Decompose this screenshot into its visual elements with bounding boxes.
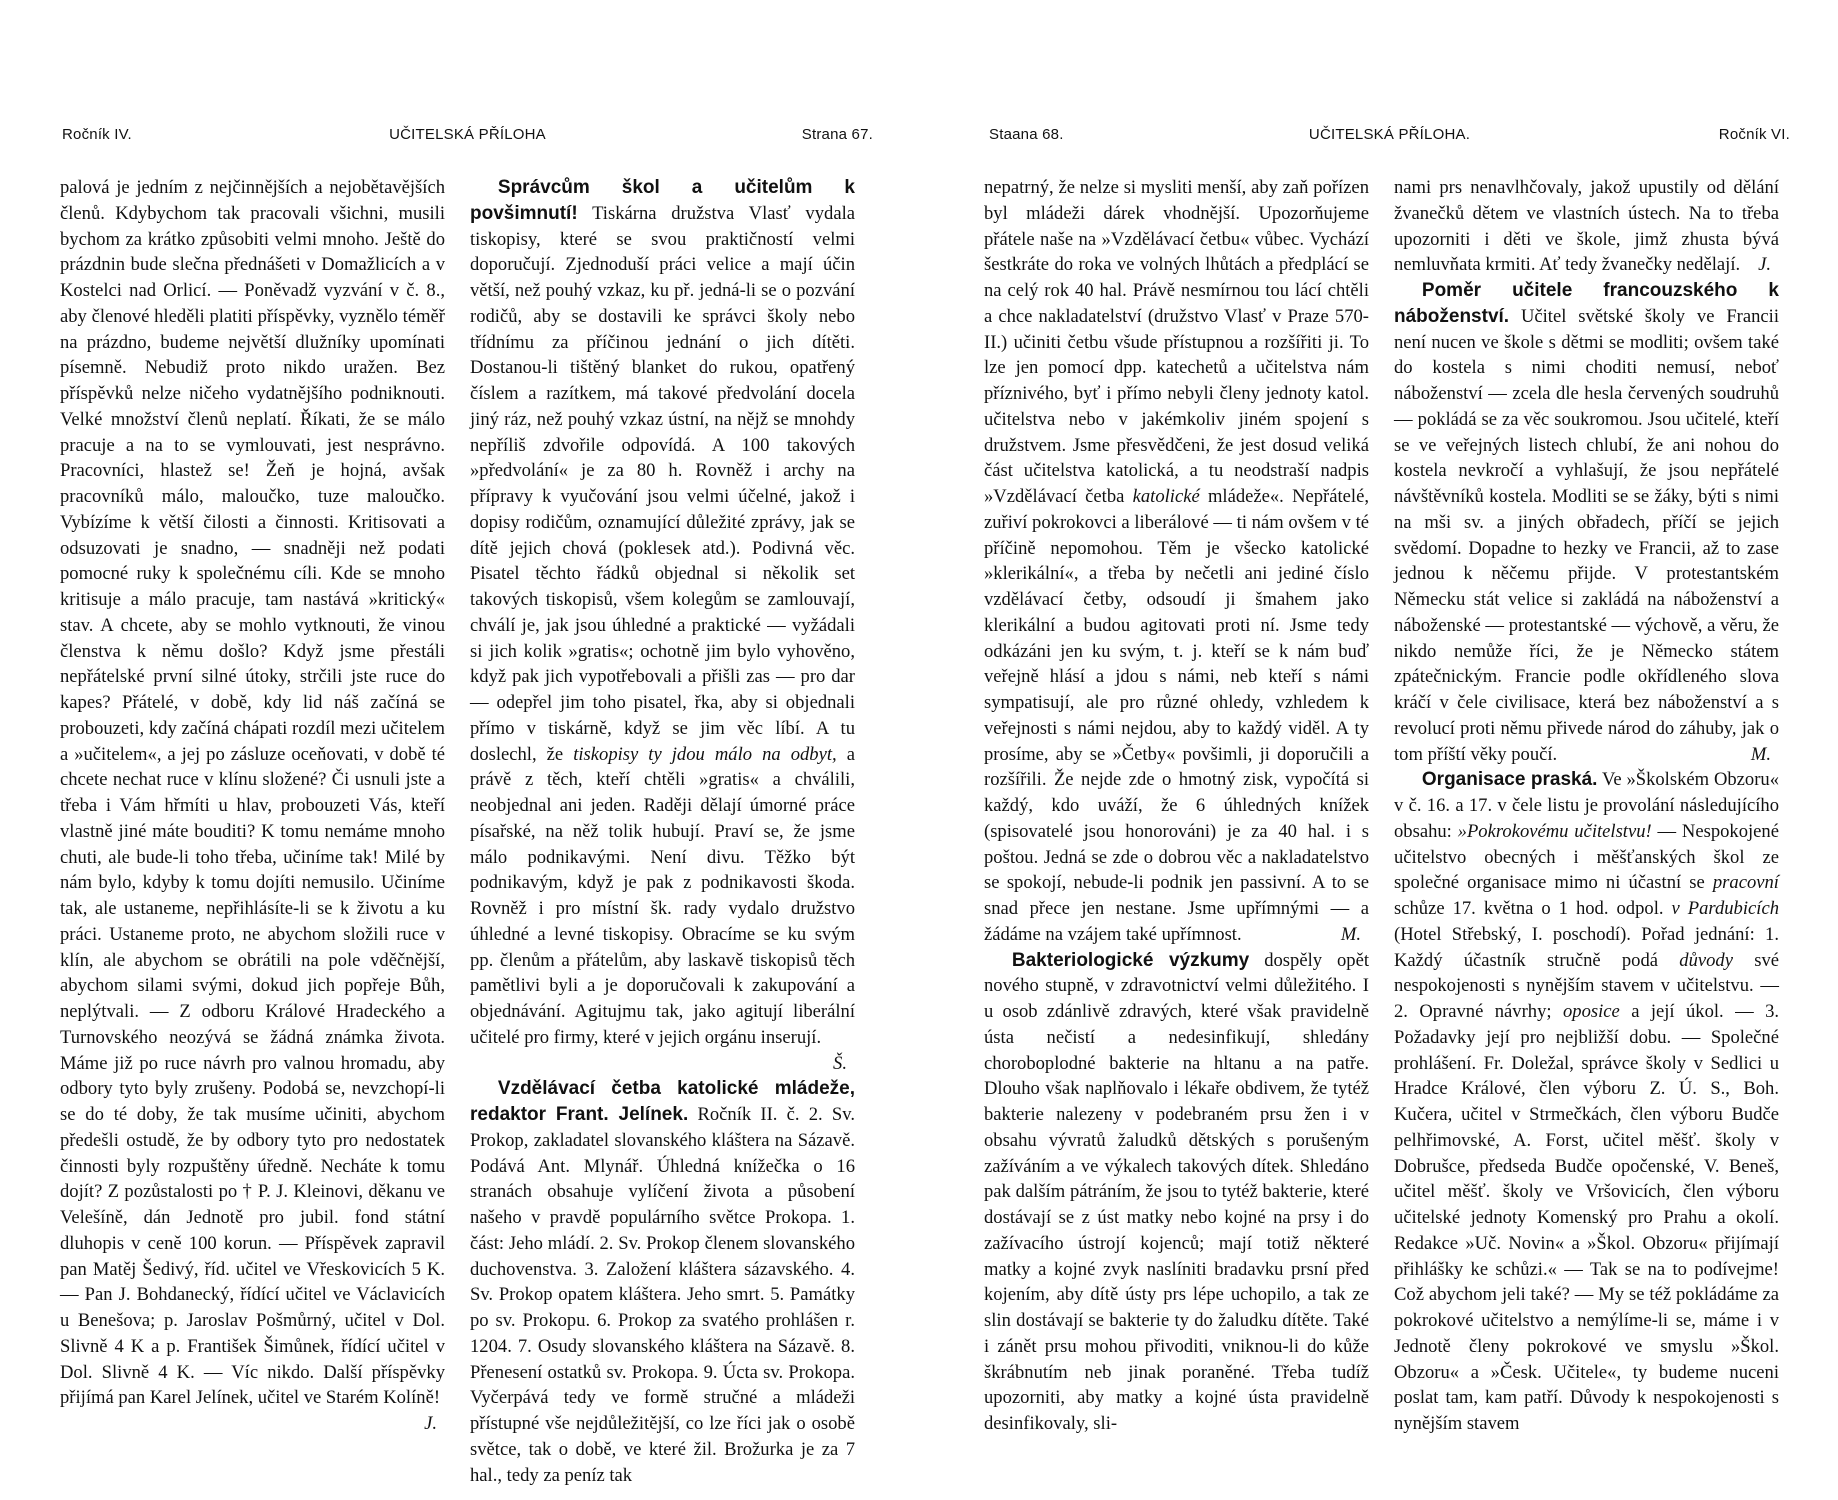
left-header-volume: Ročník IV. xyxy=(62,126,132,143)
right-header-title: UČITELSKÁ PŘÍLOHA. xyxy=(1308,126,1471,143)
article-text: Správcům škol a učitelům k povšimnutí! Tiskárna družstva Vlasť vydala tiskopisy, které se svou praktičností velmi doporučují. Zjednoduší práci velice a mají účin větší, než pouhý vzkaz, ku př. jedná-li se o pozvání rodičů, aby se dostavili ke správci školy nebo třídnímu za příčinou jednání o jich dítěti. Dostanou-li tištěný blanket do rukou, opatřený číslem a razítkem, má takové předvolání docela jiný ráz, než pouhý vzkaz ústní, na nějž se mnohdy nepříliš zdvořile odpovídá. A 100 takových »předvolání« je za 80 h. Rovněž i archy na přípravy k vyučování jsou velmi účelné, jakož i dopisy rodičům, oznamující důležité zprávy, jak se dítě jejich chová (poklesek atd.). Podivná věc. Pisatel těchto řádků objednal si několik set takových tiskopisů, všem kolegům se zamlouvají, chválí je, jak jsou úhledné a praktické — vyžádali si jich kolik »gratis«; ochotně jim bylo vyhověno, když pak jich vypotřebovali a přišli zas — pro dar — odepřel jim toho pisatel, řka, aby si objednali přímo v tiskárně, když se jim věc líbí. A tu doslechl, že tiskopisy ty jdou málo na odbyt, a právě z těch, kteří chtěli »gratis« a chválili, neobjednal ani jeden. Raději dělají úmorné práce písařské, na něž tolik hubují. Praví se, že jsme málo podnikavými. Není divu. Těžko být podnikavým, když je pak z podnikavosti škoda. Rovněž i pro místní šk. rady vydalo družstvo úhledné a levné tiskopisy. Obracíme se ku svým pp. členům a přátelům, aby laskavě tiskopisů těch pamětlivi byli a je doporučovali k zakupování a objednávání. Agitujmu tak, jako agitují liberální učitelé pro firmy, které v jejich orgánu inserují. Š. xyxy=(470,175,855,1076)
article-heading: Správcům škol a učitelům k povšimnutí! xyxy=(470,177,855,224)
left-header-title: UČITELSKÁ PŘÍLOHA xyxy=(389,126,546,143)
article-text: Vzdělávací četba katolické mládeže, redaktor Frant. Jelínek. Ročník II. č. 2. Sv. Prokop, zakladatel slovanského kláštera na Sázavě. Podává Ant. Mlynář. Úhledná knížečka o 16 stranách obsahuje vylíčení života a působení našeho v pravdě populárního světce Prokopa. 1. část: Jeho mládí. 2. Sv. Prokop členem slovanského duchovenstva. 3. Založení kláštera sázavského. 4. Sv. Prokop opatem kláštera. Jeho smrt. 5. Památky po sv. Prokopu. 6. Prokop za svatého prohlášen r. 1204. 7. Osudy slovanského kláštera na Sázavě. 8. Přenesení ostatků sv. Prokopa. 9. Úcta sv. Prokopa. Vyčerpává tedy ve formě stručné a mládeži přístupné vše nejdůležitější, co lze říci jak o osobě světce, tak o době, ve které žil. Brožurka je za 7 hal., tedy za peníz tak xyxy=(470,1078,856,1486)
article-text: palová je jedním z nejčinnějších a nejobětavějších členů. Kdybychom tak pracovali všichni, musili bychom za krátko způsobiti velmi mnoho. Ještě do prázdnin bude slečna přednášeti v Domažlicích a v Kostelci nad Orlicí. — Poněvadž vyzvání v č. 8., aby členové hleděli platiti příspěvky, vyznělo téměř na prázdno, budeme největší dlužníky upomínati písemně. Nebudiž proto nikdo uražen. Bez příspěvků nelze ničeho vydatnějšího podniknouti. Velké množství členů neplatí. Říkati, že se málo pracuje a na to se vymlouvati, jest nesprávno. Pracovníci, hlastež se! Žeň je hojná, avšak pracovníků málo, maloučko, tuze maloučko. Vybízíme k větší čilosti a činnosti. Kritisovati a odsuzovati je snadno, — snadněji než podati pomocné ruky k společnému cíli. Kde se mnoho kritisuje a málo pracuje, tam nastává »kritický« stav. A chcete, aby se mohlo vytknouti, že vinou členstva k němu došlo? Když jsme přestáli nepřátelské první silné útoky, strčili jste ruce do kapes? Přátelé, v době, kdy lid náš začíná se probouzeti, kdy začíná chápati rozdíl mezi učitelem a »učitelem«, a jej po zásluze oceňovati, v době té chcete nechat ruce v klínu složené? Či usnuli jste a třeba i Vám hřmíti u hlav, probouzeti Vás, kteří vlastně jiné máte bouditi? K tomu nemáme mnoho chuti, ale bude-li toho třeba, učiníme tak! Milé by nám bylo, kdyby k tomu dojíti nemusilo. Učiníme tak, ale ustaneme, nepřihlásíte-li se k životu a ku práci. Ustaneme proto, ne abychom složili ruce v klín, ale abychom se obrátili na pole vděčnější, abychom silami svými, dokud jich popřeje Bůh, neplýtvali. — Z odboru Králové Hradeckého a Turnovského neozývá se žádná známka života. Máme již po ruce návrh pro valnou hromadu, aby odbory tyto byly zrušeny. Podobá se, nevzchopí-li se do té doby, že tak musíme učiniti, abychom předešli ostudě, že by odbory tyto pro nedostatek činnosti byly rozpuštěny úředně. Necháte k tomu dojít? Z pozůstalosti po † P. J. Kleinovi, děkanu ve Velešíně, dán Jednotě pro jubil. fond státní dluhopis v ceně 100 korun. — Příspěvek zapravil pan Matěj Šedivý, říd. učitel ve Vřeskovicích 5 K. — Pan J. Bohdanecký, řídící učitel ve Václavicích u Benešova; p. Jaroslav Pošmůrný, učitel v Dol. Slivně 4 K a p. František Šimůnek, řídící učitel v Dol. Slivně 4 K. — Víc nikdo. Další příspěvky přijímá pan Karel Jelínek, učitel ve Starém Kolíně! J. xyxy=(60,175,445,1437)
signature: J. xyxy=(1758,254,1771,276)
right-column-1 xyxy=(984,175,1369,1434)
article-text: Poměr učitele francouzského k náboženství. Učitel světské školy ve Francii není nucen ve škole s dětmi se modliti; ovšem také do kostela s nimi choditi nemusí, neboť náboženství — zcela dle hesla červených soudruhů — pokládá se za věc soukromou. Jsou učitelé, kteří se ve veřejných listech chlubí, že ani nohou do kostela nevkročí a vyhlašují, že jsou nepřátelé návštěvníků kostela. Modliti se se žáky, býti s nimi na mši sv. a jiných obřadech, příčí se jejich svědomí. Dopadne to hezky ve Francii, až to zase jednou k něčemu přijde. V protestantském Německu stát velice si zakládá na náboženství a náboženské — protestantské — výchově, a věru, že nikdo nemůže říci, že je Německo státem zpátečnickým. Francie podle okřídleného slova kráčí v čele civilisace, která bez náboženství a s revolucí proti němu přivede národ do záhuby, jak o tom příští věky poučí. M. xyxy=(1394,278,1779,767)
signature: M. xyxy=(1340,923,1361,945)
right-header-page-number: Staana 68. xyxy=(989,126,1064,143)
signature: M. xyxy=(1750,743,1771,765)
article-heading: Vzdělávací četba katolické mládeže, redaktor Frant. Jelínek. xyxy=(470,1078,855,1125)
right-header-volume: Ročník VI. xyxy=(1718,126,1790,143)
article-text: Bakteriologické výzkumy dospěly opět nového stupně, v zdravotnictví velmi důležitého. I u osob zdánlivě zdravých, které však pravidelně ústa nečistí a nedesinfikují, shledány choroboplodné bakterie na hltanu a na patře. Dlouho však naplňovalo i lékaře obdivem, že tytéž bakterie nalezeny v podebraném prsu žen i v obsahu vývratů žaludků dětských s porušeným zažíváním a ve výkalech takových dítek. Shledáno pak dalším pátráním, že jsou to tytéž bakterie, které dostávají se z úst matky nebo kojné na prsy i do zažívacího ústrojí kojenců; mají totiž některé matky a kojné zvyk naslíniti bradavku prsní před kojením, aby dítě ústy prs lépe uchopilo, a tak ze slin dostávají se bakterie ty do žaludku dítěte. Také i zánět prsu mohou přivoditi, vniknou-li do kůže škrábnutím neb jinak poraněné. Třeba tudíž upozorniti, aby matky a kojné ústa pravidelně desinfikovaly, sli- xyxy=(984,949,1369,1434)
left-header-page-number: Strana 67. xyxy=(801,126,873,143)
signature: Š. xyxy=(833,1052,847,1074)
right-page xyxy=(919,0,1838,1500)
article-text: nepatrný, že nelze si mysliti menší, aby zaň pořízen byl mládeži dárek vhodnější. Upozorňujeme přátele naše na »Vzdělávací četbu« vůbec. Vychází šestkráte do roka ve volných lhůtách a předplácí se na celý rok 40 hal. Právě nesmírnou tou lácí chtěli a chce nakladatelství (družstvo Vlasť v Praze 570-II.) učiniti četbu všude přístupnou a rozšířiti ji. To lze jen pomocí dpp. katechetů a učitelstva nám příznivého, byť i přímo nebyli členy jednoty katol. učitelstva nebo v jakémkoliv jiném spojení s družstvem. Jsme přesvědčeni, že jest dosud veliká část učitelstva katolická, a tu neodstraší nadpis »Vzdělávací četba katolické mládeže«. Nepřátelé, zuřiví pokrokovci a liberálové — ti nám ovšem v té příčině nepomohou. Těm je všecko katolické »klerikální«, a třeba by nečetli ani jediné číslo vzdělávací četby, odsoudí ji šmahem jako klerikální a budou agitovati proti ní. Jsme tedy odkázáni jen ku svým, t. j. kteří se k nám buď veřejně hlásí a jdou s námi, neb kteří s námi sympatisují, ale pro různé ohledy, vzhledem k veřejnosti s námi nejdou, aby to každý viděl. A ty prosíme, aby se »Četby« povšimli, ji doporučili a rozšířili. Že nejde zde o hmotný zisk, vypočítá si každý, kdo uváží, že 6 úhledných knížek (spisovatelé jsou honorováni) je za 40 hal. i s poštou. Jedná se zde o dobrou věc a nakladatelstvo se spokojí, nebude-li podnik jen passivní. A to se snad přece jen nestane. Jsme upřímnými — a žádáme na vzájem také upřímnost. M. xyxy=(984,175,1369,948)
article-heading: Bakteriologické výzkumy xyxy=(1011,949,1250,971)
article-heading: Organisace praská. xyxy=(1421,769,1598,791)
article-heading: Poměr učitele francouzského k náboženství. xyxy=(1394,280,1779,327)
right-page-header xyxy=(989,126,1790,150)
left-column-1 xyxy=(60,175,445,1434)
signature: J. xyxy=(424,1413,437,1434)
article-text: Organisace praská. Ve »Školském Obzoru« v č. 16. a 17. v čele listu je provolání následujícího obsahu: »Pokrokovému učitelstvu! — Nespokojené učitelstvo obecných i měšťanských škol ze společné organisace mimo ni účastní se pracovní schůze 17. května o 1 hod. odpol. v Pardubicích (Hotel Střebský, I. poschodí). Pořad jednání: 1. Každý účastník stručně podá důvody své nespokojenosti s nynějším stavem v učitelstvu. — 2. Opravné návrhy; oposice a její úkol. — 3. Požadavky její pro nejbližší dobu. — Společné prohlášení. Fr. Doležal, správce školy v Sedlici u Hradce Králové, člen výboru Z. Ú. S., Boh. Kučera, učitel v Strmečkách, člen výboru Budče pelhřimovské, A. Forst, učitel měšť. školy v Dobrušce, předseda Budče opočenské, V. Beneš, učitel měšť. školy ve Vršovicích, člen výboru učitelské jednoty Komenský pro Prahu a okolí. Redakce »Uč. Novin« a »Škol. Obzoru« přijímají přihlášky ke schůzi.« — Tak se na to podívejme! Což abychom jeli také? — My se též pokládáme za pokrokové učitelstvo a nemýlíme-li se, máme i v Jednotě členy pokrokové ve smyslu »Škol. Obzoru« a »Česk. Učitele«, ty budeme nuceni poslat tam, kam patří. Důvody k nespokojenosti s nynějším stavem xyxy=(1394,769,1780,1434)
left-page-header xyxy=(62,126,873,150)
right-column-2 xyxy=(1394,175,1780,1434)
left-column-2 xyxy=(470,175,856,1486)
article-text: nami prs nenavlhčovaly, jakož upustily od dělání žvanečků dětem ve vlastních ústech. Na to třeba upozorniti i děti ve škole, jimž zhusta bývá nemluvňata krmiti. Ať tedy žvanečky nedělají. J. xyxy=(1394,175,1779,278)
